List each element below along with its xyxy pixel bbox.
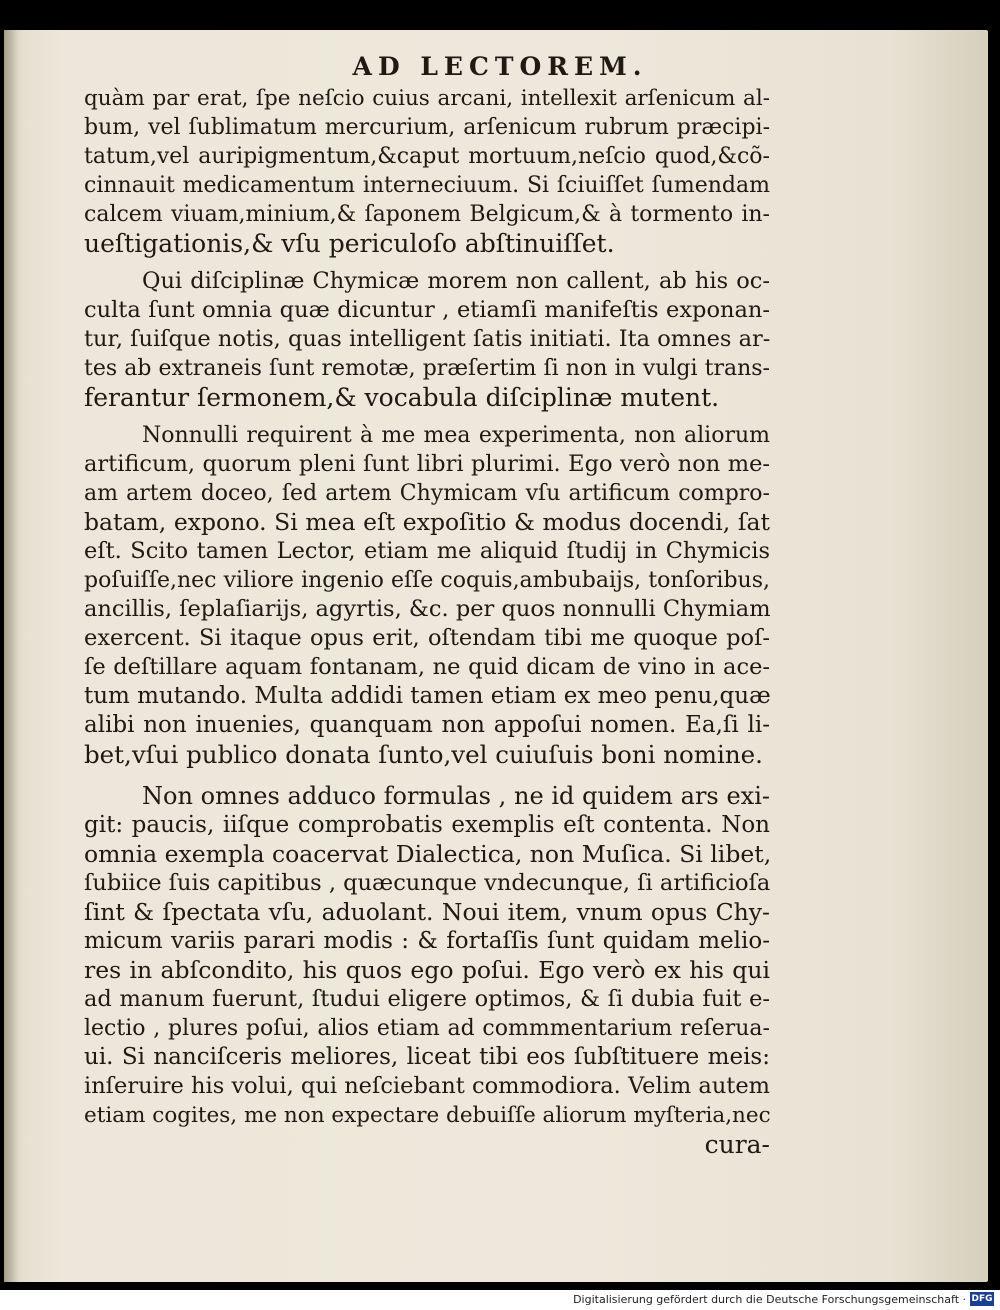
text-line: quàm par erat, ſpe neſcio cuius arcani, intellexit arſenicum al- <box>84 86 770 111</box>
text-line: ui. Si nanciſceris meliores, liceat tibi eos ſubſtituere meis: <box>84 1044 770 1070</box>
text-line: inſeruire his volui, qui neſciebant commodiora. Velim autem <box>84 1073 770 1099</box>
paragraph <box>84 782 770 1130</box>
text-line: batam, expono. Si mea eſt expoſitio & modus docendi, ſat <box>84 508 770 536</box>
footer-credit: Digitalisierung gefördert durch die Deutsche Forschungsgemeinschaft · <box>573 1293 966 1306</box>
dfg-logo: DFG <box>971 1294 993 1304</box>
text-line: ueſtigationis,& vſu periculoſo abſtinuiſſet. <box>84 229 615 258</box>
text-line: Qui diſciplinæ Chymicæ morem non callent, ab his oc- <box>142 268 770 294</box>
text-line: cinnauit medicamentum interneciuum. Si ſciuiſſet ſumendam <box>84 173 770 198</box>
text-line: ſubiice ſuis capitibus , quæcunque vndecunque, ſi artificioſa <box>84 870 771 896</box>
text-line: artificum, quorum pleni ſunt libri plurimi. Ego verò non me- <box>84 451 770 477</box>
paragraph <box>84 421 770 769</box>
text-line: etiam cogites, me non expectare debuiſſe aliorum myſteria,nec <box>84 1103 771 1128</box>
text-line: ancillis, ſeplaſiarijs, agyrtis, &c. per quos nonnulli Chymiam <box>84 596 771 622</box>
text-line: tatum,vel auripigmentum,&caput mortuum,neſcio quod,&cõ- <box>84 144 770 169</box>
text-line: Nonnulli requirent à me mea experimenta, non aliorum <box>142 423 770 448</box>
text-line: culta ſunt omnia quæ dicuntur , etiamſi manifeſtis exponan- <box>84 297 770 323</box>
text-line: alibi non inuenies, quanquam non appoſui nomen. Ea,ſi li- <box>84 712 770 738</box>
text-line: tum mutando. Multa addidi tamen etiam ex meo penu,quæ <box>84 683 771 709</box>
paragraph-gap <box>84 412 770 421</box>
paragraph-gap <box>84 258 770 267</box>
text-line: lectio , plures poſui, alios etiam ad commmentarium reſerua- <box>84 1016 770 1041</box>
digitization-footer <box>0 1290 1000 1310</box>
text-line: res in abſcondito, his quos ego poſui. Ego verò ex his qui <box>84 956 770 984</box>
paragraph <box>84 84 770 258</box>
text-line: tes ab extraneis ſunt remotæ, præſertim ſi non in vulgi trans- <box>84 356 770 381</box>
text-line: git: paucis, iiſque comprobatis exemplis eſt contenta. Non <box>84 812 770 838</box>
text-line: micum variis parari modis : & fortaſſis ſunt quidam melio- <box>84 928 770 954</box>
text-line: ſint & ſpectata vſu, aduolant. Noui item, vnum opus Chy- <box>84 898 770 926</box>
paragraph-gap <box>84 769 770 782</box>
running-header: AD LECTOREM. <box>352 52 648 81</box>
text-line: ad manum fuerunt, ſtudui eligere optimos, & ſi dubia fuit e- <box>84 986 770 1012</box>
text-line: poſuiſſe,nec viliore ingenio eſſe coquis,ambubaijs, tonſoribus, <box>84 568 770 593</box>
text-line: bet,vſui publico donata ſunto,vel cuiuſuis boni nomine. <box>84 740 763 769</box>
text-line: exercent. Si itaque opus erit, oſtendam tibi me quoque poſ- <box>84 625 770 651</box>
text-line: omnia exempla coacervat Dialectica, non Muſica. Si libet, <box>84 840 772 868</box>
page-gutter-shadow <box>4 30 18 1282</box>
text-line: tur, ſuiſque notis, quas intelligent ſatis initiati. Ita omnes ar- <box>84 326 771 352</box>
text-line: bum, vel ſublimatum mercurium, arſenicum rubrum præcipi- <box>84 115 770 140</box>
text-line: Non omnes adduco formulas , ne id quidem ars exi- <box>142 782 770 810</box>
catchword: cura- <box>704 1130 770 1159</box>
body-text <box>84 84 770 1159</box>
text-line: eſt. Scito tamen Lector, etiam me aliquid ſtudij in Chymicis <box>84 538 770 564</box>
text-line: calcem viuam,minium,& ſaponem Belgicum,& à tormento in- <box>84 202 770 227</box>
paragraph <box>84 267 770 412</box>
text-line: ſe deſtillare aquam fontanam, ne quid dicam de vino in ace- <box>84 654 770 680</box>
text-line: am artem doceo, ſed artem Chymicam vſu artificum compro- <box>84 481 770 506</box>
text-line: ferantur ſermonem,& vocabula diſciplinæ mutent. <box>84 383 720 412</box>
